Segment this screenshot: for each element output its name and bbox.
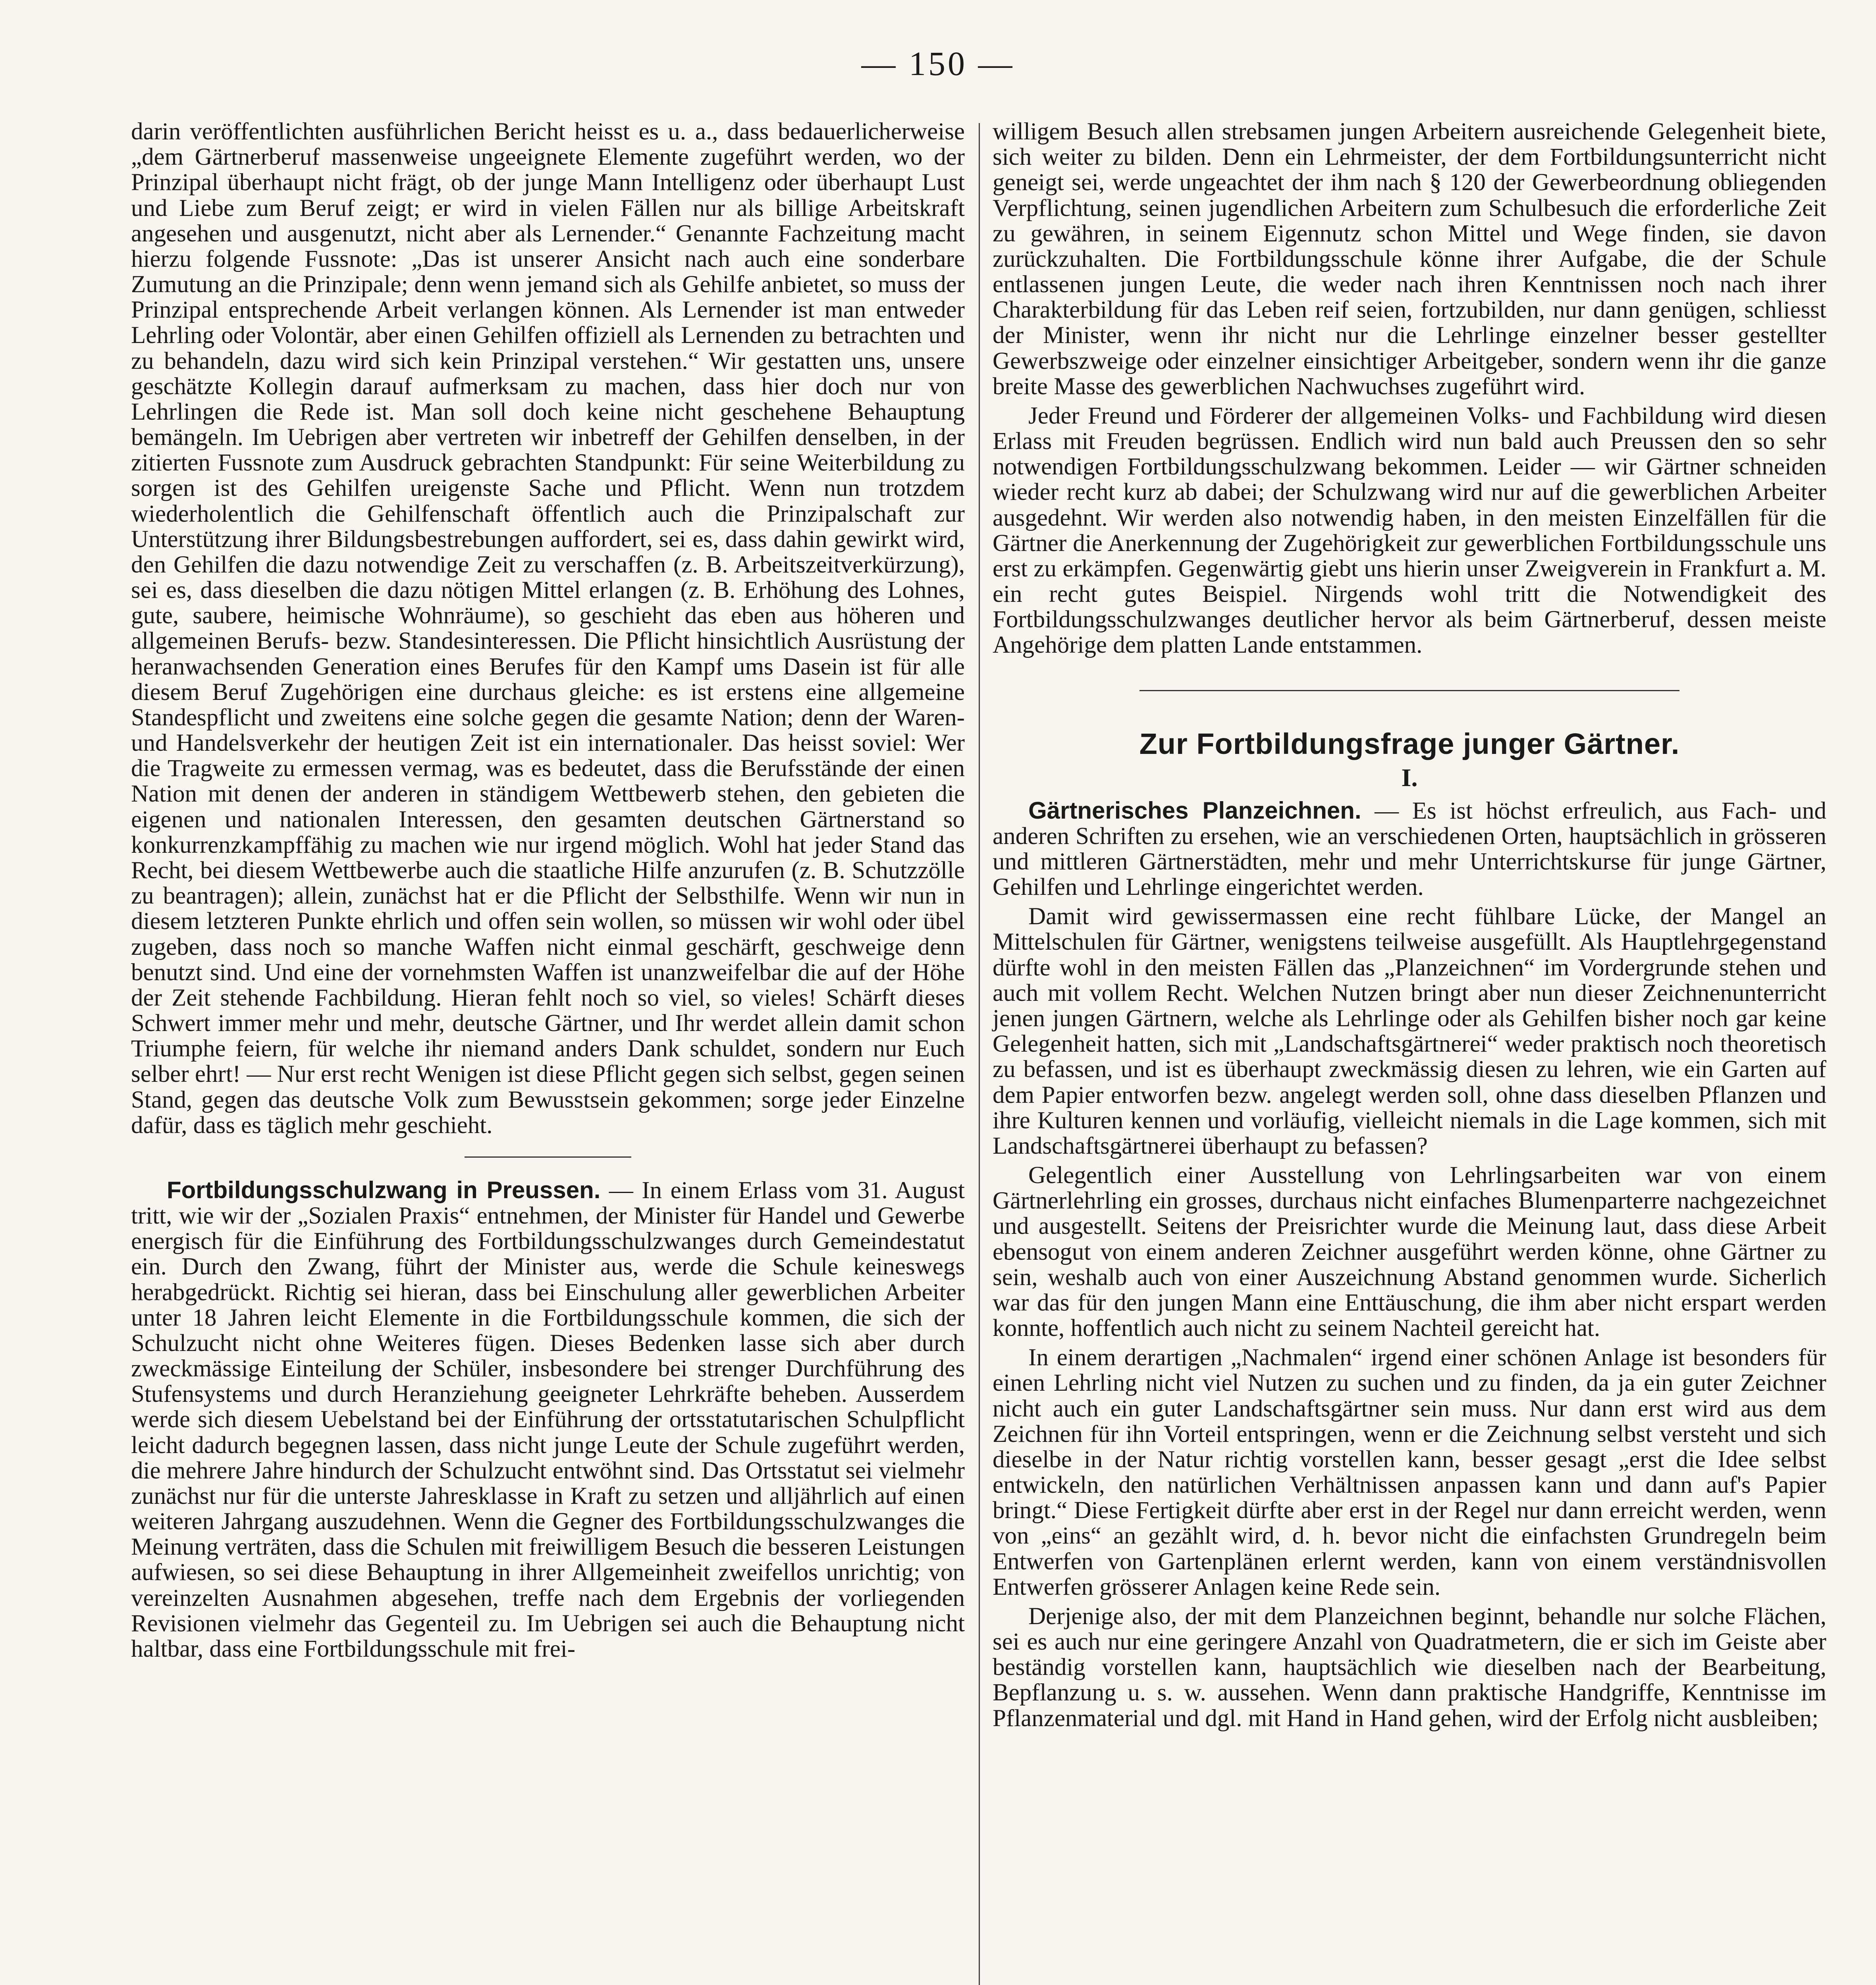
paragraph-right-2: Jeder Freund und Förderer der allgemeinen Volks- und Fachbildung wird diesen Erlass mit Freuden begrüssen. Endlich wird nun bald auch Preussen den so sehr notwendigen Fortbildungsschulzwang bekommen. Leider — wir Gärtner schneiden wieder recht kurz ab dabei; der Schulzwang wird nur auf die gewerblichen Arbeiter ausgedehnt. Wir werden also notwendig haben, in den meisten Einzelfällen für die Gärtner die Anerkennung der Zugehörigkeit zur gewerblichen Fortbildungsschule uns erst zu erkämpfen. Gegenwärtig giebt uns hierin unser Zweigverein in Frankfurt a. M. ein recht gutes Beispiel. Nirgends wohl tritt die Notwendigkeit des Fortbildungsschulzwanges deutlicher hervor als beim Gärtnerberuf, dessen meiste Angehörige dem platten Lande entstammen. [993,402,1826,659]
separator-rule [465,1156,631,1158]
page-number: — 150 — [861,44,1015,83]
paragraph-planzeichnen [993,798,1826,900]
paragraph-text: — Es ist höchst erfreulich, aus Fach- und anderen Schriften zu ersehen, wie an verschiedenen Orten, hauptsächlich in grösseren und mittleren Gärtnerstädten, mehr und mehr Unterrichtskurse für junge Gärtner, Gehilfen und Lehrlinge eingerichtet werden. [993,797,1826,901]
runin-heading: Fortbildungsschulzwang in Preussen. [167,1176,601,1203]
paragraph-right-5: Gelegentlich einer Ausstellung von Lehrlingsarbeiten war von einem Gärtnerlehrling ein grosses, durchaus nicht einfaches Blumenparterre nachgezeichnet und ausgestellt. Seitens der Preisrichter wurde die Meinung laut, dass diese Arbeit ebensogut von einem anderen Zeichner ausgeführt werden könne, ohne Gärtner zu sein, weshalb auch von einer Auszeichnung Abstand genommen wurde. Sicherlich war das für den jungen Mann eine Enttäuschung, die ihm aber nicht erspart werden konnte, hoffentlich auch nicht zu seinem Nachteil gereicht hat. [993,1162,1826,1342]
left-column [131,119,965,1666]
paragraph-right-7: Derjenige also, der mit dem Planzeichnen beginnt, behandle nur solche Flächen, sei es auch nur eine geringere Anzahl von Quadratmetern, die er sich im Geiste aber beständig vorstellen kann, hauptsächlich wie dieselben nach der Bearbeitung, Bepflanzung u. s. w. aussehen. Wenn dann praktische Handgriffe, Kenntnisse im Pflanzenmaterial und dgl. mit Hand in Hand gehen, wird der Erfolg nicht ausbleiben; [993,1603,1826,1732]
paragraph-fortbildungsschulzwang [131,1178,965,1662]
column-divider [979,123,980,1985]
section-separator [1139,690,1679,691]
section-title: Zur Fortbildungsfrage junger Gärtner. [1139,727,1680,760]
right-column [993,119,1826,1735]
section-numeral: I. [1401,763,1418,792]
paragraph-text: — In einem Erlass vom 31. August tritt, wie wir der „Sozialen Praxis“ entnehmen, der Minister für Handel und Gewerbe energisch für die Einführung des Fortbildungsschulzwanges durch Gemeindestatut ein. Durch den Zwang, führt der Minister aus, werde die Schule keineswegs herabgedrückt. Richtig sei hieran, dass bei Einschulung aller gewerblichen Arbeiter unter 18 Jahren leicht Elemente in die Fortbildungsschule kommen, die sich der Schulzucht nicht ohne Weiteres fügen. Dieses Bedenken lasse sich aber durch zweckmässige Einteilung der Schüler, insbesondere bei strenger Durchführung des Stufensystems und durch Heranziehung geeigneter Lehrkräfte beheben. Ausserdem werde sich diesem Uebelstand bei der Einführung der ortsstatutarischen Schulpflicht leicht dadurch begegnen lassen, dass nicht junge Leute der Schule zugeführt werden, die mehrere Jahre hindurch der Schulzucht entwöhnt sind. Das Ortsstatut sei vielmehr zunächst nur für die unterste Jahresklasse in Kraft zu setzen und alljährlich auf einen weiteren Jahrgang auszudehnen. Wenn die Gegner des Fortbildungsschulzwanges die Meinung verträten, dass die Schulen mit freiwilligem Besuch die besseren Leistungen aufwiesen, so sei diese Behauptung in ihrer Allgemeinheit zweifellos unrichtig; von vereinzelten Ausnahmen abgesehen, treffe nach dem Ergebnis der vorliegenden Revisionen vielmehr das Gegenteil zu. Im Uebrigen sei auch die Behauptung nicht haltbar, dass eine Fortbildungsschule mit frei- [131,1177,965,1662]
runin-heading: Gärtnerisches Planzeichnen. [1028,797,1361,824]
paragraph-right-4: Damit wird gewissermassen eine recht fühlbare Lücke, der Mangel an Mittelschulen für Gärtner, wenigstens teilweise ausgefüllt. Als Hauptlehrgegenstand dürfte wohl in den meisten Fällen das „Planzeichnen“ im Vordergrunde stehen und auch mit vollem Recht. Welchen Nutzen bringt aber nun dieser Zeichnenunterricht jenen jungen Gärtnern, welche als Lehrlinge oder als Gehilfen bisher noch gar keine Gelegenheit hatten, sich mit „Landschaftsgärtnerei“ weder praktisch noch theoretisch zu befassen, und ist es überhaupt zweckmässig diesen zu lehren, wie ein Garten auf dem Papier entworfen bezw. angelegt werden soll, ohne dass dieselben Pflanzen und ihre Kulturen kennen und vorläufig, vielleicht niemals in die Lage kommen, sich mit Landschaftsgärtnerei überhaupt zu befassen? [993,903,1826,1159]
paragraph-right-1: willigem Besuch allen strebsamen jungen Arbeitern ausreichende Gelegenheit biete, sich weiter zu bilden. Denn ein Lehrmeister, der dem Fortbildungsunterricht nicht geneigt sei, werde ungeachtet der ihm nach § 120 der Gewerbeordnung obliegenden Verpflichtung, seinen jugendlichen Arbeitern zum Schulbesuch die erforderliche Zeit zu gewähren, in seinem Eigennutz schon Mittel und Wege finden, sie davon zurückzuhalten. Die Fortbildungsschule könne ihrer Aufgabe, die der Schule entlassenen jungen Leute, die weder nach ihren Kenntnissen noch nach ihrer Charakterbildung für das Leben reif seien, fortzubilden, nur dann genügen, schliesst der Minister, wenn ihr nicht nur die Lehrlinge einzelner besser gestellter Gewerbszweige oder einzelner einsichtiger Arbeitgeber, sondern wenn ihr die ganze breite Masse des gewerblichen Nachwuchses zugeführt wird. [993,118,1826,400]
paragraph-right-6: In einem derartigen „Nachmalen“ irgend einer schönen Anlage ist besonders für einen Lehrling nicht viel Nutzen zu suchen und zu finden, da ja ein guter Zeichner nicht auch ein guter Landschaftsgärtner sein muss. Nur dann erst wird aus dem Zeichnen für ihn Vorteil entspringen, wenn er die Zeichnung selbst versteht und sich dieselbe in der Natur richtig vorstellen kann, besser gesagt „erst die Idee selbst entwickeln, den natürlichen Verhältnissen anpassen kann und dann auf's Papier bringt.“ Diese Fertigkeit dürfte aber erst in der Regel nur dann erreicht werden, wenn von „eins“ an gezählt wird, d. h. bevor nicht die einfachsten Grundregeln beim Entwerfen von Gartenplänen erlernt werden, kann von einem verständnisvollen Entwerfen grösserer Anlagen keine Rede sein. [993,1344,1826,1600]
paragraph-left-1: darin veröffentlichten ausführlichen Bericht heisst es u. a., dass bedauerlicherweise „dem Gärtnerberuf massenweise ungeeignete Elemente zugeführt werden, wo der Prinzipal überhaupt nicht frägt, ob der junge Mann Intelligenz oder überhaupt Lust und Liebe zum Beruf zeigt; er wird in vielen Fällen nur als billige Arbeitskraft angesehen und ausgenutzt, nicht aber als Lernender.“ Genannte Fachzeitung macht hierzu folgende Fussnote: „Das ist unserer Ansicht nach auch eine sonderbare Zumutung an die Prinzipale; denn wenn jemand sich als Gehilfe anbietet, so muss der Prinzipal entsprechende Arbeit verlangen können. Als Lernender ist man entweder Lehrling oder Volontär, aber einen Gehilfen offiziell als Lernenden zu betrachten und zu behandeln, dazu wird sich kein Prinzipal verstehen.“ Wir gestatten uns, unsere geschätzte Kollegin darauf aufmerksam zu machen, dass hier doch nur von Lehrlingen die Rede ist. Man soll doch keine nicht geschehene Behauptung bemängeln. Im Uebrigen aber vertreten wir inbetreff der Gehilfen denselben, in der zitierten Fussnote zum Ausdruck gebrachten Standpunkt: Für seine Weiterbildung zu sorgen ist des Gehilfen ureigenste Sache und Pflicht. Wenn nun trotzdem wiederholentlich die Gehilfenschaft öffentlich auch die Prinzipalschaft zur Unterstützung ihrer Bildungsbestrebungen auffordert, sei es, dass dahin gewirkt wird, den Gehilfen die dazu notwendige Zeit zu verschaffen (z. B. Arbeitszeitverkürzung), sei es, dass dieselben die dazu nötigen Mittel erlangen (z. B. Erhöhung des Lohnes, gute, saubere, heimische Wohnräume), so geschieht das eben aus höheren und allgemeinen Berufs- bezw. Standesinteressen. Die Pflicht hinsichtlich Ausrüstung der heranwachsenden Generation eines Berufes für den Kampf ums Dasein ist für alle diesem Beruf Zugehörigen eine durchaus gleiche: es ist erstens eine allgemeine Standespflicht und zweitens eine solche gegen die gesamte Nation; denn der Waren- und Handelsverkehr der heutigen Zeit ist ein internationaler. Das heisst soviel: Wer die Tragweite zu ermessen vermag, was es bedeutet, dass die Berufsstände der einen Nation mit denen der anderen in ständigem Wettbewerb stehen, den gebieten die eigenen und nationalen Interessen, den gesamten deutschen Gärtnerstand so konkurrenzkampffähig zu machen wie nur irgend möglich. Wohl hat jeder Stand das Recht, bei diesem Wettbewerbe auch die staatliche Hilfe anzurufen (z. B. Schutzzölle zu beantragen); allein, zunächst hat er die Pflicht der Selbsthilfe. Wenn wir nun in diesem letzteren Punkte ehrlich und offen sein wollen, so müssen wir wohl oder übel zugeben, dass noch so manche Waffen nicht einmal geschärft, geschweige denn benutzt sind. Und eine der vornehmsten Waffen ist unanzweifelbar die auf der Höhe der Zeit stehende Fachbildung. Hieran fehlt noch so viel, so vieles! Schärft dieses Schwert immer mehr und mehr, deutsche Gärtner, und Ihr werdet allein damit schon Triumphe feiern, für welche ihr niemand anders Dank schuldet, sondern nur Euch selber ehrt! — Nur erst recht Wenigen ist diese Pflicht gegen sich selbst, gegen seinen Stand, gegen das deutsche Volk zum Bewusstsein gekommen; sorge jeder Einzelne dafür, dass es täglich mehr geschieht. [131,118,965,1139]
